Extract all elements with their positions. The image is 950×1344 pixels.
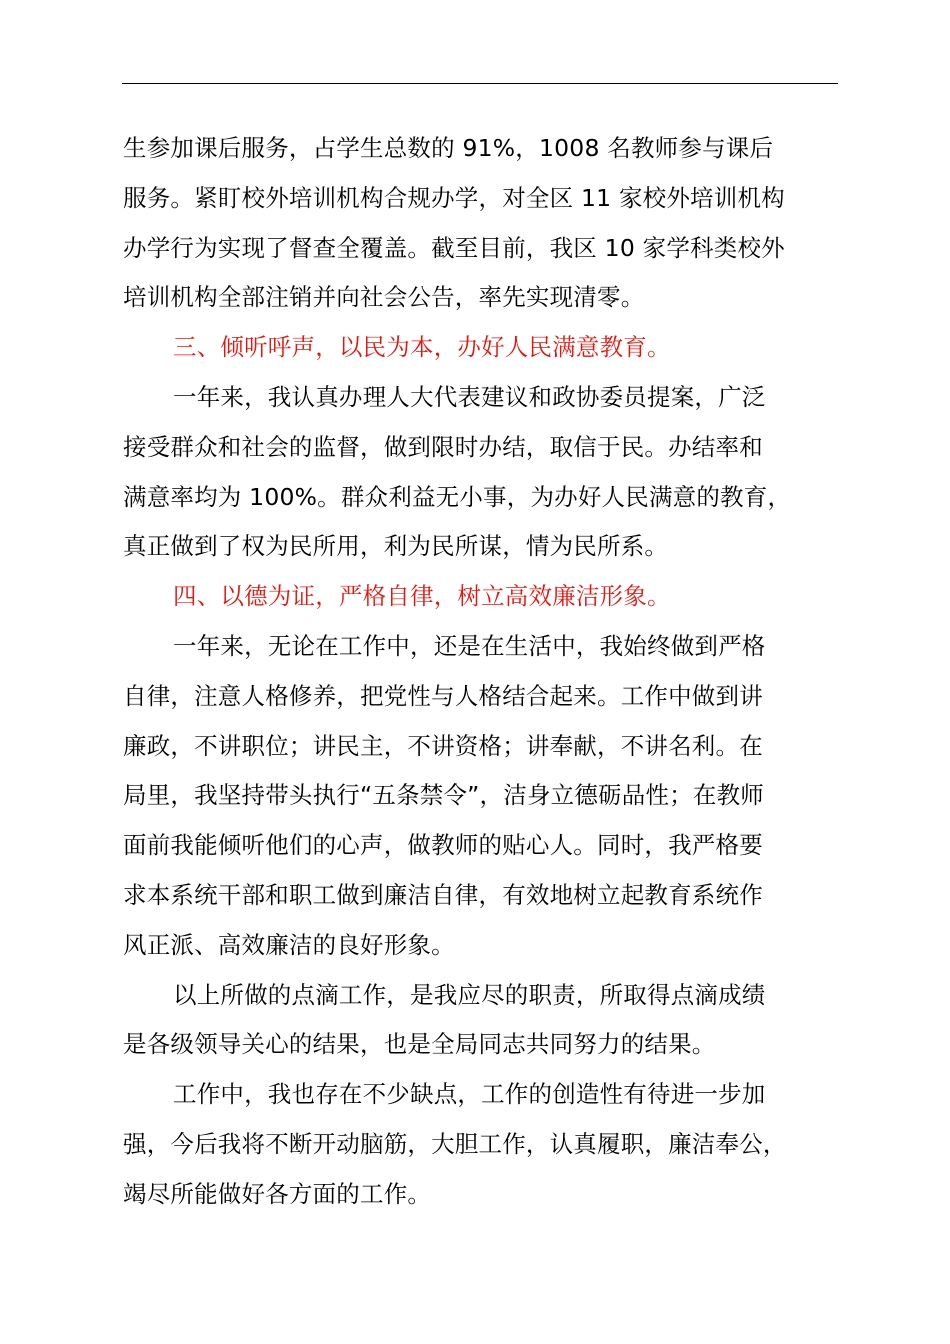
text-line: 工作中，我也存在不少缺点，工作的创造性有待进一步加 bbox=[173, 1080, 766, 1109]
text-line: 一年来，无论在工作中，还是在生活中，我始终做到严格 bbox=[173, 631, 766, 660]
text-line: 求本系统干部和职工做到廉洁自律，有效地树立起教育系统作 bbox=[123, 880, 763, 909]
text-line: 廉政，不讲职位；讲民主，不讲资格；讲奉献，不讲名利。在 bbox=[123, 731, 763, 760]
text-line: 局里，我坚持带头执行“五条禁令”，洁身立德砺品性；在教师 bbox=[123, 781, 764, 810]
text-line: 培训机构全部注销并向社会公告，率先实现清零。 bbox=[123, 283, 645, 312]
text-line: 一年来，我认真办理人大代表建议和政协委员提案，广泛 bbox=[173, 382, 766, 411]
text-line: 服务。紧盯校外培训机构合规办学，对全区 11 家校外培训机构 bbox=[123, 183, 785, 212]
text-line: 风正派、高效廉洁的良好形象。 bbox=[123, 930, 455, 959]
text-line: 真正做到了权为民所用，利为民所谋，情为民所系。 bbox=[123, 532, 669, 561]
text-line: 自律，注意人格修养，把党性与人格结合起来。工作中做到讲 bbox=[123, 681, 763, 710]
section-heading-4: 四、以德为证，严格自律，树立高效廉洁形象。 bbox=[173, 582, 671, 611]
text-line: 以上所做的点滴工作，是我应尽的职责，所取得点滴成绩 bbox=[173, 980, 766, 1009]
section-heading-3: 三、倾听呼声，以民为本，办好人民满意教育。 bbox=[173, 333, 671, 362]
header-rule bbox=[122, 83, 838, 84]
text-line: 竭尽所能做好各方面的工作。 bbox=[123, 1179, 432, 1208]
text-line: 满意率均为 100%。群众利益无小事，为办好人民满意的教育， bbox=[123, 482, 792, 511]
text-line: 面前我能倾听他们的心声，做教师的贴心人。同时，我严格要 bbox=[123, 831, 763, 860]
text-line: 是各级领导关心的结果，也是全局同志共同努力的结果。 bbox=[123, 1030, 716, 1059]
text-line: 强，今后我将不断开动脑筋，大胆工作，认真履职，廉洁奉公， bbox=[123, 1129, 787, 1158]
text-line: 办学行为实现了督查全覆盖。截至目前，我区 10 家学科类校外 bbox=[123, 233, 785, 262]
text-line: 接受群众和社会的监督，做到限时办结，取信于民。办结率和 bbox=[123, 432, 763, 461]
text-line: 生参加课后服务，占学生总数的 91%，1008 名教师参与课后 bbox=[123, 134, 774, 162]
document-body bbox=[123, 124, 863, 1220]
